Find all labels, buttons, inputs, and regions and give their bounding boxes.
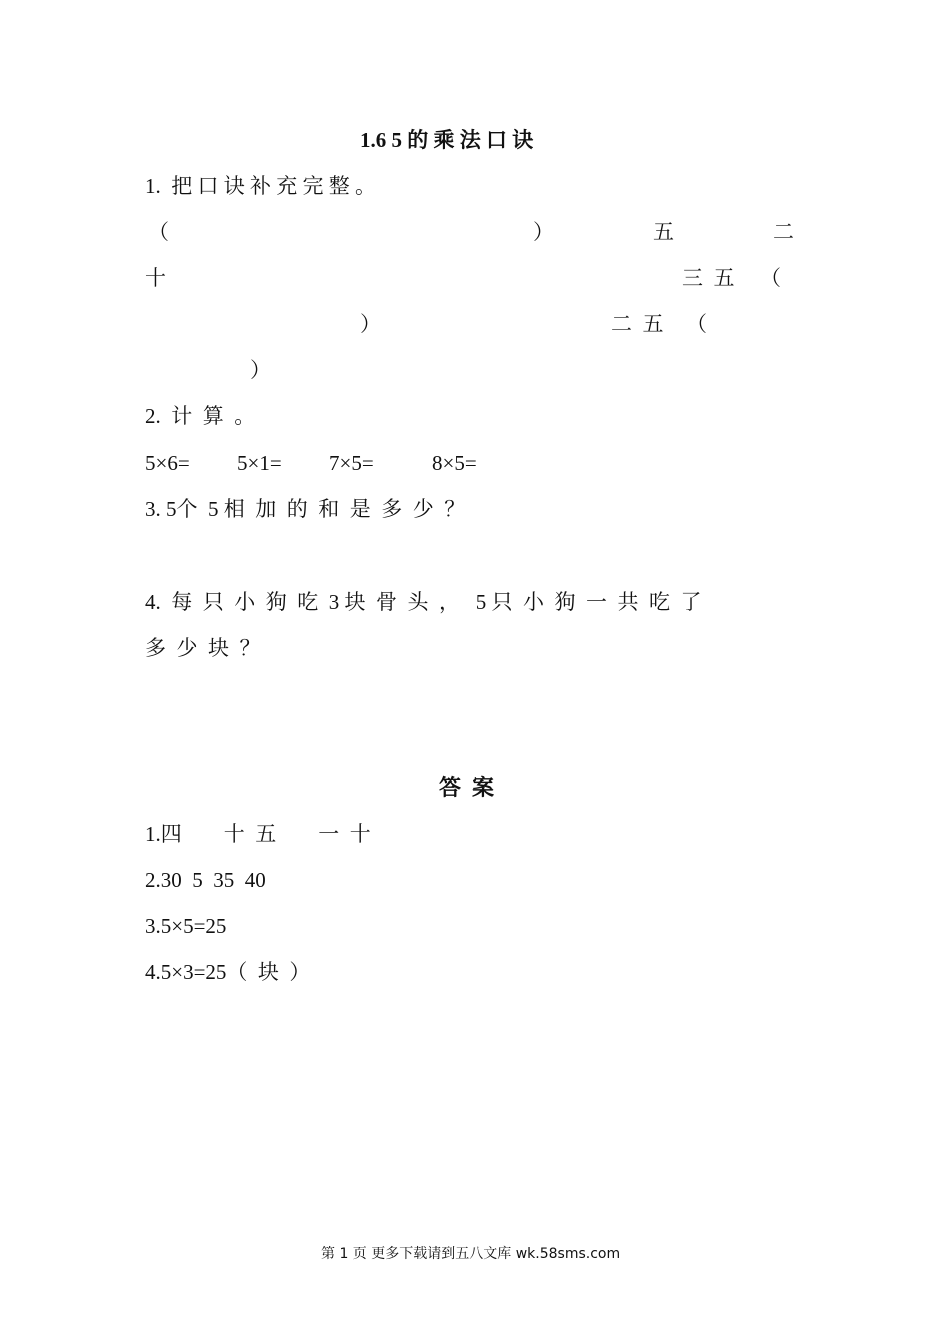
question-4-line-1: 4. 每 只 小 狗 吃 3 块 骨 头 ， 5 只 小 狗 一 共 吃 了 [145,590,702,614]
answer-2: 2.30 5 35 40 [145,868,266,892]
page-title: 1.6 5 的 乘 法 口 诀 [360,128,534,152]
question-4-line-2: 多 少 块 ？ [145,636,261,660]
q1-paren3-open: （ [686,312,707,336]
q1-er: 二 [773,220,794,244]
q1-shi: 十 [145,266,166,290]
answers-title: 答 案 [439,775,495,800]
answer-4: 4.5×3=25（ 块 ） [145,960,311,984]
q1-paren1-close: ） [533,220,554,244]
answer-1: 1.四 十 五 一 十 [145,822,371,846]
q1-sanwu: 三 五 [682,266,735,290]
q2-expr: 5×1= [237,451,282,475]
page-footer: 第 1 页 更多下载请到五八文库 wk.58sms.com [321,1246,621,1262]
q1-wu: 五 [653,220,674,244]
q2-expr: 7×5= [329,451,374,475]
q1-paren3-close: ） [250,358,271,382]
question-1-prompt: 1. 把 口 诀 补 充 完 整 。 [145,174,376,198]
question-3-prompt: 3. 5个 5 相 加 的 和 是 多 少 ？ [145,497,466,521]
q1-paren1-open: （ [148,220,169,244]
q1-paren2-open: （ [760,266,781,290]
q2-expr: 8×5= [432,451,477,475]
answer-3: 3.5×5=25 [145,914,227,938]
question-2-prompt: 2. 计 算 。 [145,404,256,428]
q1-paren2-close: ） [360,312,381,336]
q1-erwu: 二 五 [611,312,664,336]
q2-expr: 5×6= [145,451,190,475]
